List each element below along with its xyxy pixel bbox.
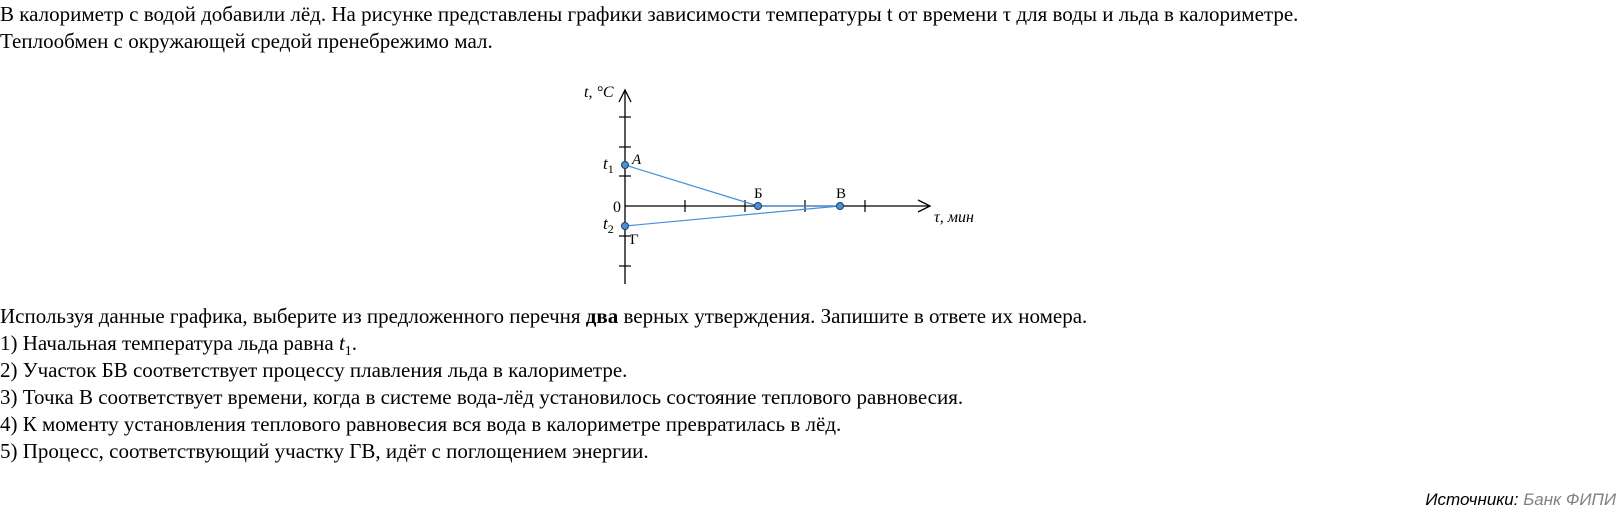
option-1: 1) Начальная температура льда равна $t_1$. [0, 331, 358, 360]
option-2: 2) Участок БВ соответствует процессу плавления льда в калориметре. [0, 358, 628, 382]
intro-line-1: В калориметр с водой добавили лёд. На рисунке представлены графики зависимости температуры t от времени τ для воды и льда в калориметре. [0, 2, 1299, 26]
problem-statement [0, 1, 1600, 55]
intro-line-2: Теплообмен с окружающей средой пренебрежимо мал. [0, 29, 493, 53]
point-a-marker [622, 162, 629, 169]
point-v-label: В [836, 186, 847, 202]
segment-a-b [625, 165, 758, 206]
x-axis-label: τ, мин [934, 209, 974, 226]
answer-options [0, 330, 963, 465]
y-axis-label: t, °C [584, 84, 614, 101]
segment-g-v [625, 206, 840, 226]
point-b-label: Б [754, 186, 763, 202]
t1-label: $t_1$ [603, 154, 614, 176]
option-4: 4) К моменту установления теплового равновесия вся вода в калориметре превратилась в лёд. [0, 412, 842, 436]
point-g-label: Г [630, 232, 639, 248]
zero-label: 0 [613, 199, 621, 216]
t2-label: $t_2$ [603, 214, 614, 236]
option-3: 3) Точка В соответствует времени, когда в системе вода-лёд установилось состояние теплового равновесия. [0, 385, 964, 409]
source-link[interactable]: Банк ФИПИ [1523, 490, 1616, 509]
task-prompt: Используя данные графика, выберите из предложенного перечня два верных утверждения. Запишите в ответе их номера. [0, 304, 1088, 328]
temperature-time-graph [560, 72, 1000, 299]
emphasis-two: два [585, 304, 619, 328]
point-v-marker [837, 203, 844, 210]
option-5: 5) Процесс, соответствующий участку ГВ, идёт с поглощением энергии. [0, 439, 649, 463]
point-b-marker [755, 203, 762, 210]
point-g-marker [622, 223, 629, 230]
source-label: Источники: [1425, 490, 1519, 509]
point-a-label: А [632, 152, 642, 168]
